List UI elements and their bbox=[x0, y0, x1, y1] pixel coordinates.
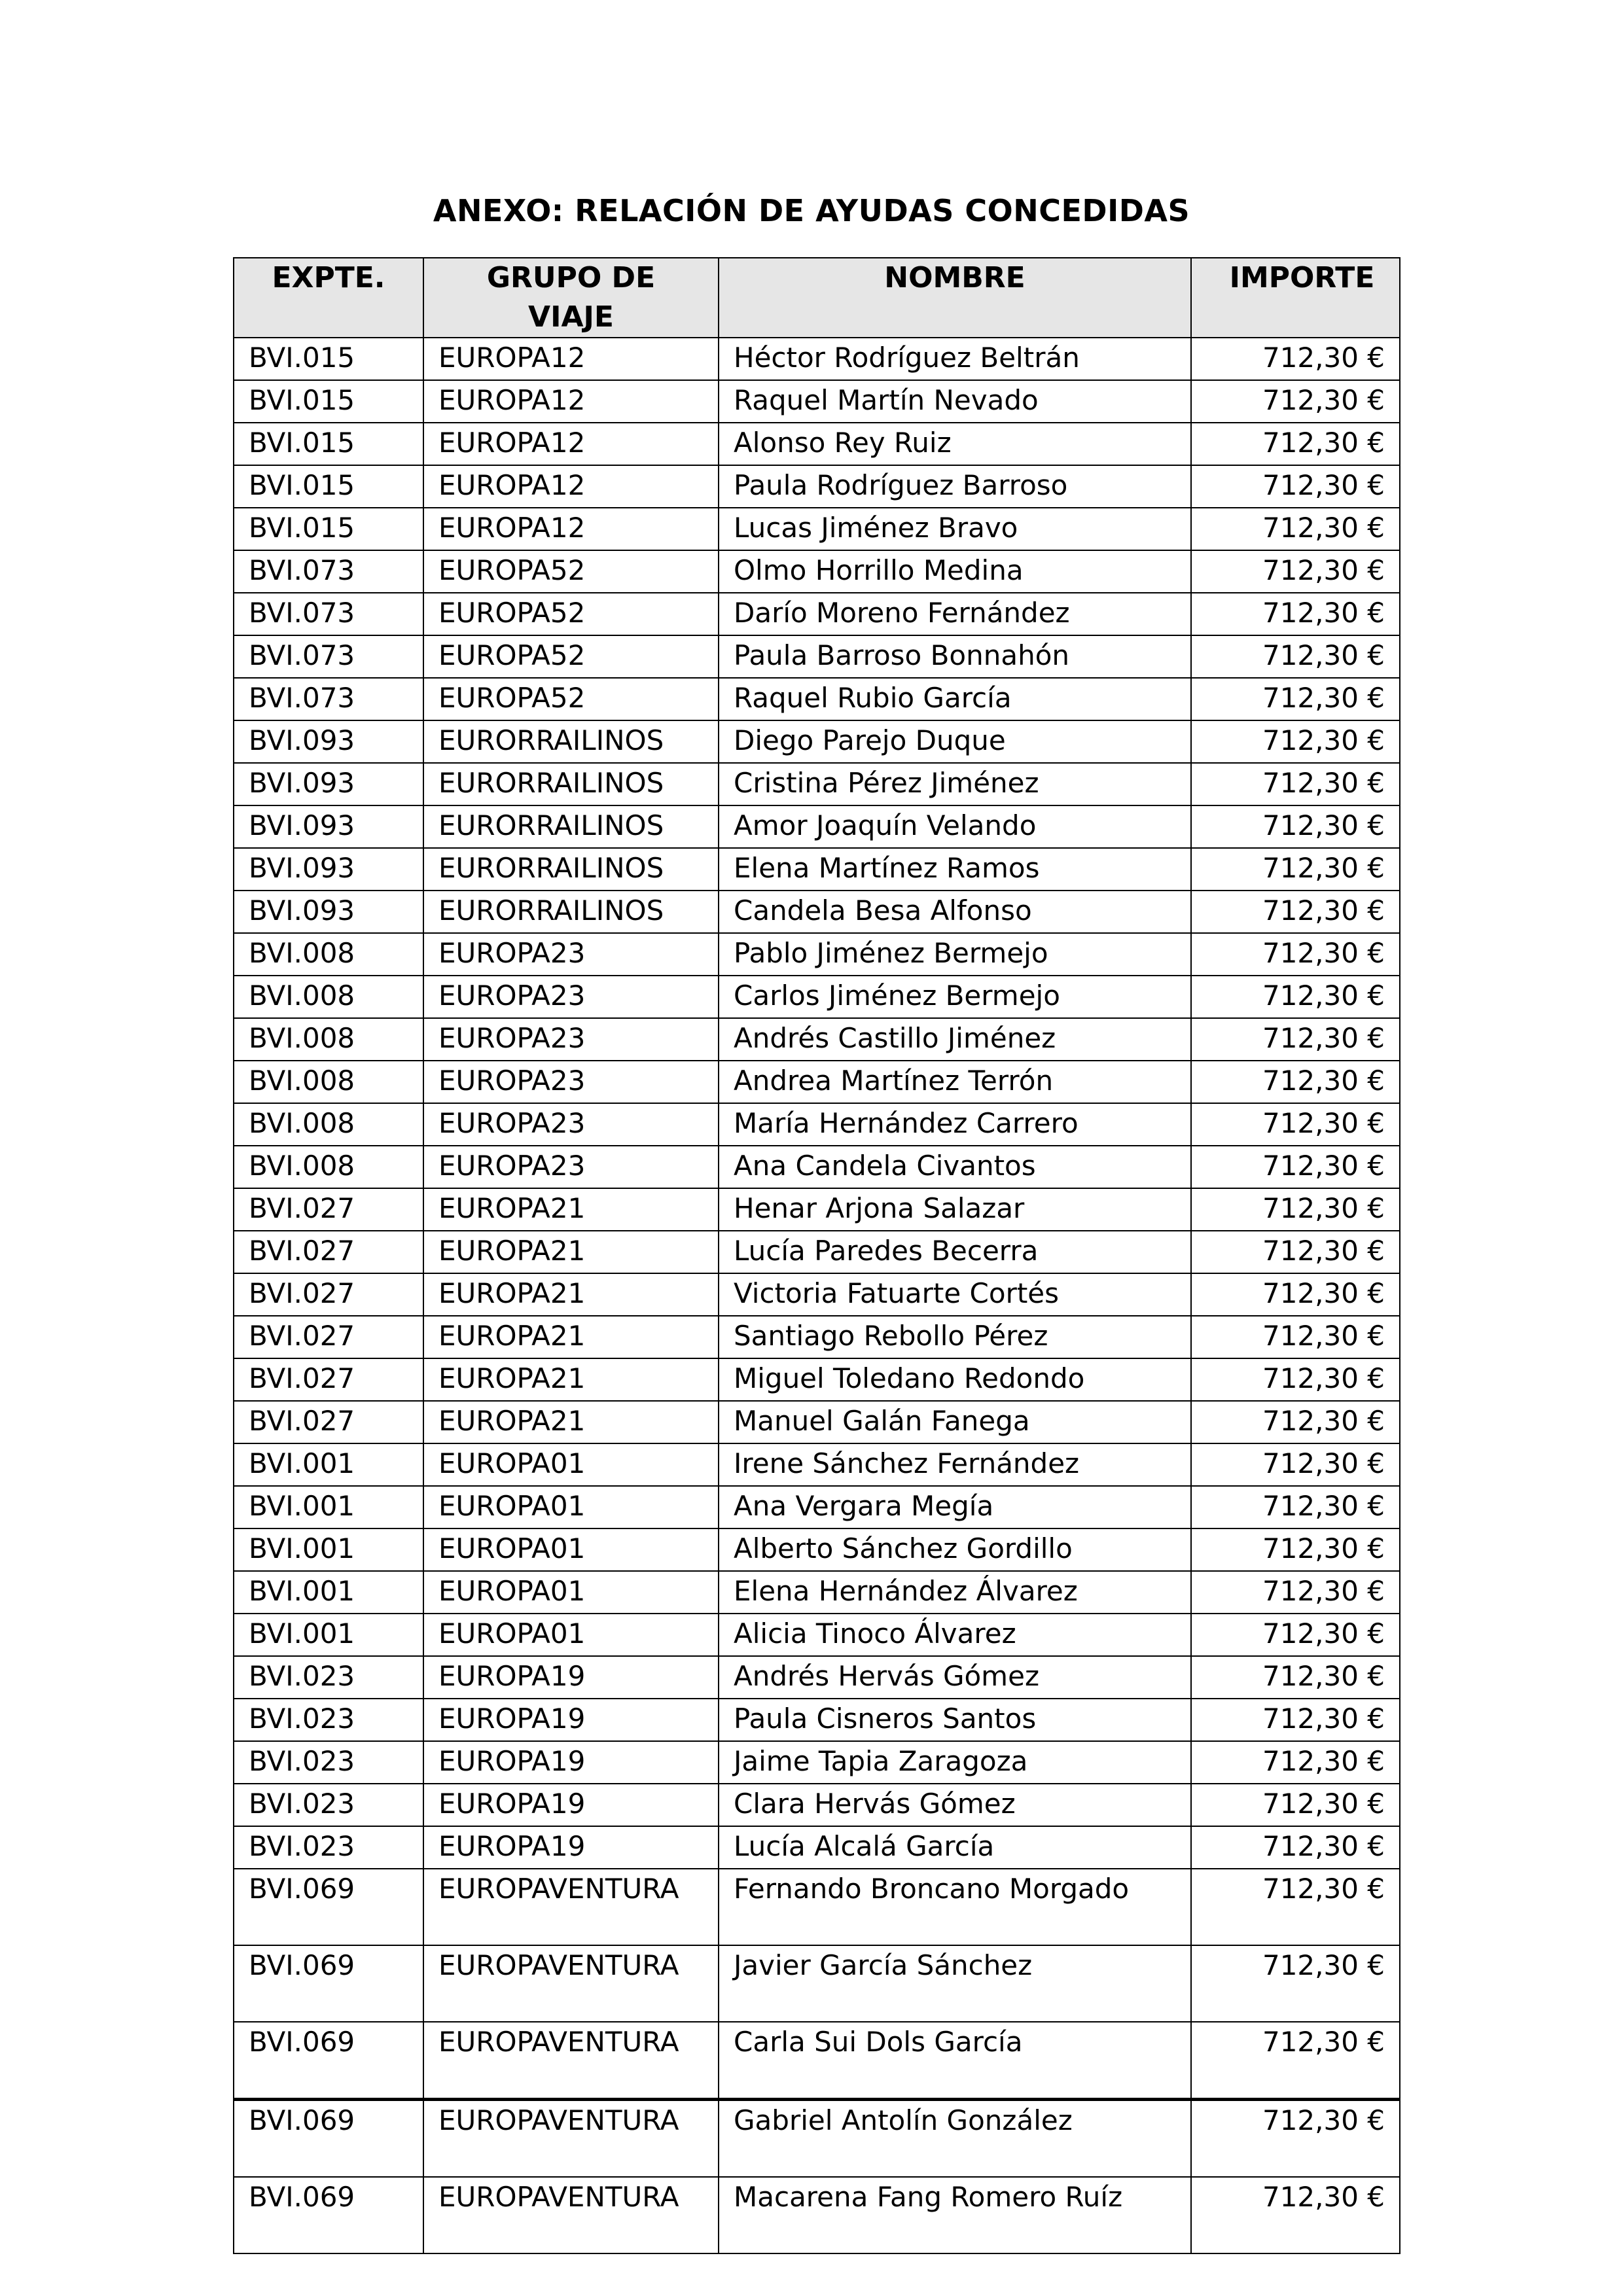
cell-expte: BVI.023 bbox=[234, 1741, 423, 1784]
cell-importe: 712,30 € bbox=[1191, 1146, 1400, 1188]
table-row bbox=[234, 763, 1400, 805]
cell-nombre: Javier García Sánchez bbox=[719, 1945, 1191, 2022]
cell-expte: BVI.001 bbox=[234, 1443, 423, 1486]
cell-expte: BVI.073 bbox=[234, 550, 423, 593]
cell-grupo: EUROPA23 bbox=[423, 1061, 719, 1103]
cell-expte: BVI.008 bbox=[234, 1103, 423, 1146]
cell-importe: 712,30 € bbox=[1191, 1699, 1400, 1741]
cell-nombre: Henar Arjona Salazar bbox=[719, 1188, 1191, 1231]
cell-grupo: EUROPAVENTURA bbox=[423, 1869, 719, 1945]
cell-importe: 712,30 € bbox=[1191, 1018, 1400, 1061]
cell-importe: 712,30 € bbox=[1191, 763, 1400, 805]
cell-grupo: EUROPA19 bbox=[423, 1741, 719, 1784]
cell-nombre: Cristina Pérez Jiménez bbox=[719, 763, 1191, 805]
cell-importe: 712,30 € bbox=[1191, 891, 1400, 933]
cell-nombre: Olmo Horrillo Medina bbox=[719, 550, 1191, 593]
cell-nombre: Paula Barroso Bonnahón bbox=[719, 635, 1191, 678]
cell-grupo: EUROPA52 bbox=[423, 550, 719, 593]
cell-importe: 712,30 € bbox=[1191, 1188, 1400, 1231]
cell-nombre: Santiago Rebollo Pérez bbox=[719, 1316, 1191, 1358]
cell-importe: 712,30 € bbox=[1191, 1784, 1400, 1826]
cell-grupo: EUROPA23 bbox=[423, 933, 719, 976]
cell-importe: 712,30 € bbox=[1191, 1571, 1400, 1614]
cell-nombre: Lucía Paredes Becerra bbox=[719, 1231, 1191, 1273]
cell-grupo: EUROPA21 bbox=[423, 1231, 719, 1273]
cell-nombre: Diego Parejo Duque bbox=[719, 720, 1191, 763]
table-row bbox=[234, 1571, 1400, 1614]
cell-grupo: EUROPA19 bbox=[423, 1826, 719, 1869]
column-header-expte: EXPTE. bbox=[234, 258, 423, 338]
cell-importe: 712,30 € bbox=[1191, 635, 1400, 678]
cell-nombre: Alberto Sánchez Gordillo bbox=[719, 1528, 1191, 1571]
table-row bbox=[234, 423, 1400, 465]
cell-importe: 712,30 € bbox=[1191, 423, 1400, 465]
cell-nombre: Alicia Tinoco Álvarez bbox=[719, 1614, 1191, 1656]
cell-expte: BVI.069 bbox=[234, 2022, 423, 2100]
cell-grupo: EUROPA21 bbox=[423, 1273, 719, 1316]
cell-grupo: EURORRAILINOS bbox=[423, 848, 719, 891]
table-row bbox=[234, 380, 1400, 423]
cell-grupo: EUROPA01 bbox=[423, 1486, 719, 1528]
cell-expte: BVI.015 bbox=[234, 380, 423, 423]
table-row bbox=[234, 550, 1400, 593]
cell-grupo: EUROPA12 bbox=[423, 465, 719, 508]
cell-grupo: EUROPA23 bbox=[423, 1103, 719, 1146]
cell-nombre: Darío Moreno Fernández bbox=[719, 593, 1191, 635]
cell-importe: 712,30 € bbox=[1191, 1358, 1400, 1401]
table-row bbox=[234, 1656, 1400, 1699]
cell-expte: BVI.073 bbox=[234, 593, 423, 635]
cell-expte: BVI.015 bbox=[234, 508, 423, 550]
cell-importe: 712,30 € bbox=[1191, 678, 1400, 720]
cell-grupo: EUROPA01 bbox=[423, 1614, 719, 1656]
cell-expte: BVI.093 bbox=[234, 720, 423, 763]
cell-importe: 712,30 € bbox=[1191, 1061, 1400, 1103]
cell-importe: 712,30 € bbox=[1191, 550, 1400, 593]
cell-expte: BVI.001 bbox=[234, 1486, 423, 1528]
cell-nombre: Victoria Fatuarte Cortés bbox=[719, 1273, 1191, 1316]
cell-expte: BVI.023 bbox=[234, 1656, 423, 1699]
table-row bbox=[234, 338, 1400, 380]
table-row bbox=[234, 1486, 1400, 1528]
cell-importe: 712,30 € bbox=[1191, 720, 1400, 763]
cell-importe: 712,30 € bbox=[1191, 380, 1400, 423]
cell-nombre: Andrés Castillo Jiménez bbox=[719, 1018, 1191, 1061]
cell-importe: 712,30 € bbox=[1191, 2100, 1400, 2178]
column-header-nombre: NOMBRE bbox=[719, 258, 1191, 338]
column-header-grupo: GRUPO DE VIAJE bbox=[423, 258, 719, 338]
cell-importe: 712,30 € bbox=[1191, 1401, 1400, 1443]
table-row bbox=[234, 678, 1400, 720]
table-row bbox=[234, 2100, 1400, 2178]
cell-expte: BVI.027 bbox=[234, 1316, 423, 1358]
table-row bbox=[234, 1188, 1400, 1231]
table-row bbox=[234, 593, 1400, 635]
cell-importe: 712,30 € bbox=[1191, 1316, 1400, 1358]
cell-expte: BVI.015 bbox=[234, 423, 423, 465]
cell-expte: BVI.093 bbox=[234, 891, 423, 933]
cell-expte: BVI.027 bbox=[234, 1273, 423, 1316]
table-row bbox=[234, 720, 1400, 763]
cell-importe: 712,30 € bbox=[1191, 1945, 1400, 2022]
table-row bbox=[234, 508, 1400, 550]
cell-expte: BVI.015 bbox=[234, 465, 423, 508]
cell-grupo: EUROPA12 bbox=[423, 380, 719, 423]
cell-expte: BVI.027 bbox=[234, 1358, 423, 1401]
cell-grupo: EUROPA23 bbox=[423, 1018, 719, 1061]
table-row bbox=[234, 976, 1400, 1018]
cell-grupo: EUROPA21 bbox=[423, 1358, 719, 1401]
table-row bbox=[234, 1146, 1400, 1188]
cell-importe: 712,30 € bbox=[1191, 2022, 1400, 2100]
cell-nombre: Lucas Jiménez Bravo bbox=[719, 508, 1191, 550]
cell-nombre: Gabriel Antolín González bbox=[719, 2100, 1191, 2178]
cell-grupo: EUROPA12 bbox=[423, 508, 719, 550]
cell-nombre: Paula Cisneros Santos bbox=[719, 1699, 1191, 1741]
cell-nombre: Carla Sui Dols García bbox=[719, 2022, 1191, 2100]
table-row bbox=[234, 1528, 1400, 1571]
aid-table bbox=[233, 257, 1400, 2254]
cell-importe: 712,30 € bbox=[1191, 1443, 1400, 1486]
table-row bbox=[234, 1443, 1400, 1486]
cell-nombre: Amor Joaquín Velando bbox=[719, 805, 1191, 848]
cell-nombre: Elena Martínez Ramos bbox=[719, 848, 1191, 891]
cell-grupo: EUROPAVENTURA bbox=[423, 1945, 719, 2022]
cell-nombre: Ana Vergara Megía bbox=[719, 1486, 1191, 1528]
cell-nombre: Lucía Alcalá García bbox=[719, 1826, 1191, 1869]
cell-importe: 712,30 € bbox=[1191, 338, 1400, 380]
cell-importe: 712,30 € bbox=[1191, 1741, 1400, 1784]
table-row bbox=[234, 1273, 1400, 1316]
table-row bbox=[234, 1316, 1400, 1358]
table-row bbox=[234, 1784, 1400, 1826]
page-title: ANEXO: RELACIÓN DE AYUDAS CONCEDIDAS bbox=[433, 193, 1190, 228]
cell-expte: BVI.027 bbox=[234, 1231, 423, 1273]
cell-nombre: Miguel Toledano Redondo bbox=[719, 1358, 1191, 1401]
cell-nombre: Manuel Galán Fanega bbox=[719, 1401, 1191, 1443]
cell-expte: BVI.069 bbox=[234, 1945, 423, 2022]
cell-importe: 712,30 € bbox=[1191, 976, 1400, 1018]
cell-expte: BVI.008 bbox=[234, 933, 423, 976]
cell-importe: 712,30 € bbox=[1191, 1103, 1400, 1146]
cell-expte: BVI.023 bbox=[234, 1826, 423, 1869]
cell-grupo: EUROPA12 bbox=[423, 423, 719, 465]
cell-expte: BVI.001 bbox=[234, 1614, 423, 1656]
table-row bbox=[234, 1826, 1400, 1869]
table-row bbox=[234, 1231, 1400, 1273]
cell-expte: BVI.023 bbox=[234, 1784, 423, 1826]
cell-importe: 712,30 € bbox=[1191, 593, 1400, 635]
cell-grupo: EUROPA52 bbox=[423, 635, 719, 678]
table-row bbox=[234, 1699, 1400, 1741]
cell-expte: BVI.001 bbox=[234, 1571, 423, 1614]
cell-expte: BVI.001 bbox=[234, 1528, 423, 1571]
table-row bbox=[234, 465, 1400, 508]
cell-importe: 712,30 € bbox=[1191, 1273, 1400, 1316]
table-row bbox=[234, 2022, 1400, 2100]
cell-nombre: Clara Hervás Gómez bbox=[719, 1784, 1191, 1826]
cell-nombre: Andrea Martínez Terrón bbox=[719, 1061, 1191, 1103]
table-row bbox=[234, 1401, 1400, 1443]
table-row bbox=[234, 1741, 1400, 1784]
table-row bbox=[234, 1103, 1400, 1146]
cell-nombre: Carlos Jiménez Bermejo bbox=[719, 976, 1191, 1018]
table-row bbox=[234, 2177, 1400, 2253]
cell-importe: 712,30 € bbox=[1191, 1656, 1400, 1699]
cell-expte: BVI.073 bbox=[234, 635, 423, 678]
table-header bbox=[234, 258, 1400, 338]
cell-grupo: EURORRAILINOS bbox=[423, 891, 719, 933]
table-row bbox=[234, 1358, 1400, 1401]
cell-expte: BVI.073 bbox=[234, 678, 423, 720]
cell-importe: 712,30 € bbox=[1191, 933, 1400, 976]
cell-importe: 712,30 € bbox=[1191, 1869, 1400, 1945]
cell-importe: 712,30 € bbox=[1191, 1231, 1400, 1273]
cell-expte: BVI.008 bbox=[234, 1018, 423, 1061]
cell-grupo: EURORRAILINOS bbox=[423, 763, 719, 805]
cell-grupo: EUROPA19 bbox=[423, 1656, 719, 1699]
cell-nombre: Jaime Tapia Zaragoza bbox=[719, 1741, 1191, 1784]
cell-nombre: Raquel Martín Nevado bbox=[719, 380, 1191, 423]
cell-expte: BVI.069 bbox=[234, 1869, 423, 1945]
column-header-importe: IMPORTE bbox=[1191, 258, 1400, 338]
cell-nombre: Macarena Fang Romero Ruíz bbox=[719, 2177, 1191, 2253]
cell-importe: 712,30 € bbox=[1191, 1614, 1400, 1656]
cell-importe: 712,30 € bbox=[1191, 465, 1400, 508]
table-row bbox=[234, 1061, 1400, 1103]
cell-grupo: EURORRAILINOS bbox=[423, 805, 719, 848]
cell-nombre: Ana Candela Civantos bbox=[719, 1146, 1191, 1188]
cell-nombre: Héctor Rodríguez Beltrán bbox=[719, 338, 1191, 380]
table-row bbox=[234, 933, 1400, 976]
table-row bbox=[234, 1869, 1400, 1945]
cell-importe: 712,30 € bbox=[1191, 848, 1400, 891]
cell-nombre: Raquel Rubio García bbox=[719, 678, 1191, 720]
table-row bbox=[234, 1614, 1400, 1656]
table-body bbox=[234, 338, 1400, 2253]
cell-grupo: EUROPAVENTURA bbox=[423, 2100, 719, 2178]
cell-grupo: EUROPA21 bbox=[423, 1316, 719, 1358]
cell-importe: 712,30 € bbox=[1191, 805, 1400, 848]
cell-nombre: Paula Rodríguez Barroso bbox=[719, 465, 1191, 508]
cell-grupo: EUROPA52 bbox=[423, 593, 719, 635]
cell-expte: BVI.093 bbox=[234, 805, 423, 848]
cell-expte: BVI.069 bbox=[234, 2177, 423, 2253]
cell-nombre: Fernando Broncano Morgado bbox=[719, 1869, 1191, 1945]
cell-expte: BVI.027 bbox=[234, 1188, 423, 1231]
table-row bbox=[234, 1945, 1400, 2022]
cell-nombre: Alonso Rey Ruiz bbox=[719, 423, 1191, 465]
cell-nombre: Andrés Hervás Gómez bbox=[719, 1656, 1191, 1699]
cell-grupo: EUROPA21 bbox=[423, 1401, 719, 1443]
cell-expte: BVI.023 bbox=[234, 1699, 423, 1741]
table-row bbox=[234, 805, 1400, 848]
cell-importe: 712,30 € bbox=[1191, 1826, 1400, 1869]
cell-grupo: EUROPA23 bbox=[423, 1146, 719, 1188]
cell-grupo: EUROPA19 bbox=[423, 1784, 719, 1826]
cell-grupo: EUROPAVENTURA bbox=[423, 2022, 719, 2100]
cell-grupo: EUROPA23 bbox=[423, 976, 719, 1018]
cell-grupo: EUROPAVENTURA bbox=[423, 2177, 719, 2253]
cell-expte: BVI.008 bbox=[234, 976, 423, 1018]
cell-nombre: Candela Besa Alfonso bbox=[719, 891, 1191, 933]
cell-expte: BVI.093 bbox=[234, 848, 423, 891]
cell-expte: BVI.008 bbox=[234, 1146, 423, 1188]
cell-grupo: EUROPA52 bbox=[423, 678, 719, 720]
cell-expte: BVI.015 bbox=[234, 338, 423, 380]
cell-nombre: Irene Sánchez Fernández bbox=[719, 1443, 1191, 1486]
cell-grupo: EURORRAILINOS bbox=[423, 720, 719, 763]
cell-expte: BVI.069 bbox=[234, 2100, 423, 2178]
cell-grupo: EUROPA21 bbox=[423, 1188, 719, 1231]
cell-importe: 712,30 € bbox=[1191, 2177, 1400, 2253]
table-row bbox=[234, 848, 1400, 891]
cell-grupo: EUROPA19 bbox=[423, 1699, 719, 1741]
cell-grupo: EUROPA01 bbox=[423, 1571, 719, 1614]
header-row bbox=[234, 258, 1400, 338]
cell-grupo: EUROPA01 bbox=[423, 1528, 719, 1571]
table-row bbox=[234, 635, 1400, 678]
cell-nombre: Elena Hernández Álvarez bbox=[719, 1571, 1191, 1614]
cell-grupo: EUROPA01 bbox=[423, 1443, 719, 1486]
cell-importe: 712,30 € bbox=[1191, 1528, 1400, 1571]
cell-expte: BVI.008 bbox=[234, 1061, 423, 1103]
cell-nombre: María Hernández Carrero bbox=[719, 1103, 1191, 1146]
cell-expte: BVI.027 bbox=[234, 1401, 423, 1443]
cell-importe: 712,30 € bbox=[1191, 508, 1400, 550]
cell-nombre: Pablo Jiménez Bermejo bbox=[719, 933, 1191, 976]
cell-grupo: EUROPA12 bbox=[423, 338, 719, 380]
cell-expte: BVI.093 bbox=[234, 763, 423, 805]
table-row bbox=[234, 891, 1400, 933]
cell-importe: 712,30 € bbox=[1191, 1486, 1400, 1528]
table-row bbox=[234, 1018, 1400, 1061]
